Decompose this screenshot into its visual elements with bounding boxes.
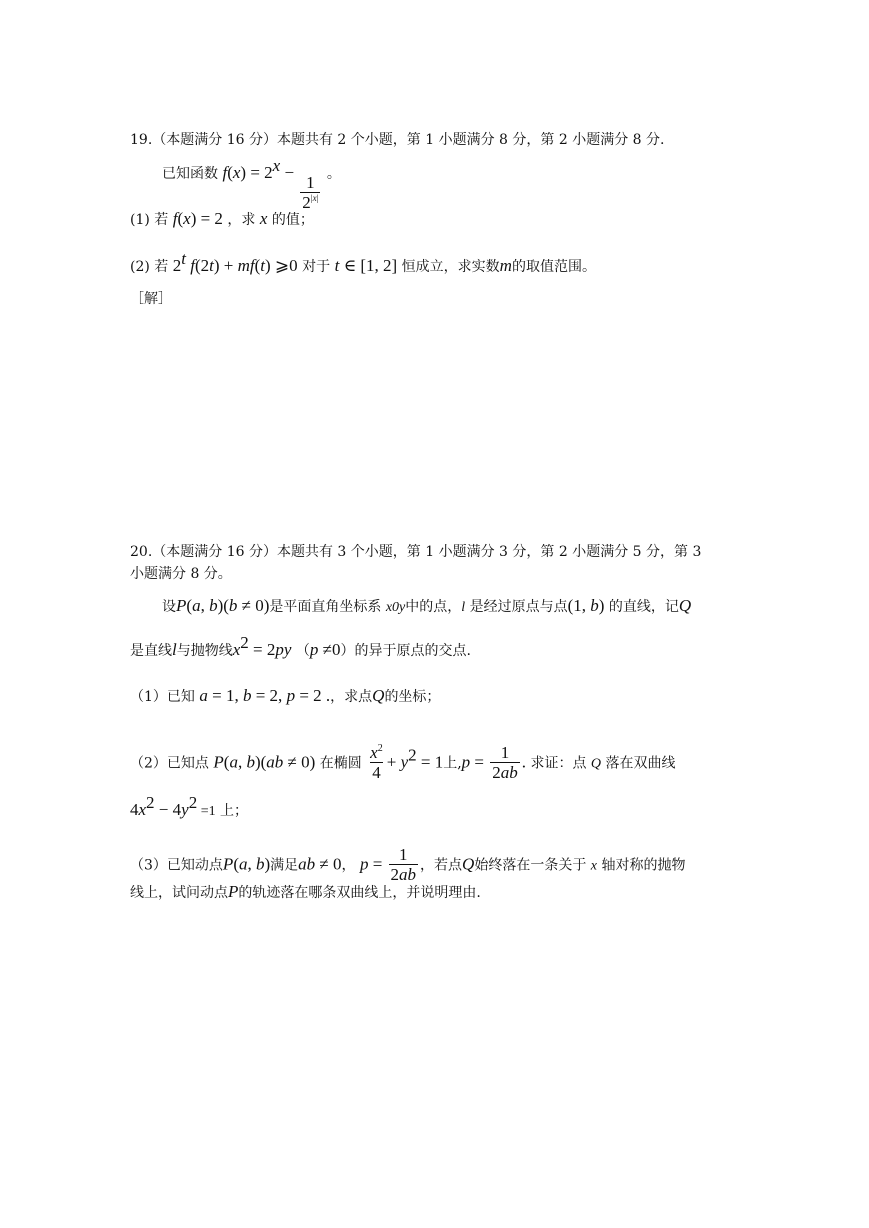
q20-intro2-d: ）的异于原点的交点. bbox=[340, 643, 471, 659]
q20-intro: 设P(a, b)(b ≠ 0)是平面直角坐标系 x0y中的点，l 是经过原点与点(1, b) 的直线，记Q bbox=[162, 596, 692, 615]
q19-p1-end: 的值； bbox=[271, 212, 314, 228]
q20-header-line2: 小题满分 8 分。 bbox=[130, 566, 232, 582]
q20-intro2-a: 是直线 bbox=[130, 643, 172, 659]
q20-p3-e: 轴对称的抛物 bbox=[601, 857, 686, 874]
q20-p2-mid: 在椭圆 bbox=[319, 755, 362, 772]
q19-p2-mid: 对于 bbox=[302, 259, 331, 275]
q19-header: 19.（本题满分 16 分）本题共有 2 个小题，第 1 小题满分 8 分，第 2 小题满分 8 分. bbox=[130, 132, 665, 148]
q19-p1-label: (1) 若 bbox=[130, 212, 169, 228]
q20-p3-label: （3）已知动点 bbox=[130, 857, 223, 874]
q19-answer-label: ［解］ bbox=[130, 291, 172, 307]
q20-p3-b: ， bbox=[341, 857, 356, 874]
q19-p2-tail: 的取值范围。 bbox=[511, 259, 596, 275]
q20-p2-on: 上, bbox=[443, 755, 462, 772]
q20-p2-end: 求证：点 bbox=[530, 755, 587, 772]
q19-intro-end: 。 bbox=[326, 166, 341, 182]
q20-part3: （3）已知动点P(a, b)满足ab ≠ 0， p = $\frac{1}{2ab}$ ，若点Q始终落在一条关于 x 轴对称的抛物 bbox=[130, 845, 686, 884]
q20-p2-tail: 落在双曲线 bbox=[605, 755, 676, 772]
q20-part3-line2: 线上，试问动点P的轨迹落在哪条双曲线上，并说明理由. bbox=[130, 882, 481, 901]
q20-p3-fraction: $\frac{1}{2ab}$ bbox=[390, 845, 417, 884]
q20-intro-d: 是经过原点与点 bbox=[469, 599, 568, 615]
q19-intro: 已知函数 $f(x) = 2^x$ − $\frac{1}{2^{|x|}}$ 。 bbox=[162, 156, 341, 212]
q20-p-fraction: $\frac{1}{2ab}$ bbox=[492, 743, 518, 782]
q19-part2: (2) 若 2$^t$ f(2t) + mf(t) ⩾0 对于 t ∈ [1, 2] 恒成立，求实数m的取值范围。 bbox=[130, 249, 596, 275]
q20-part1: （1）已知 a = 1, b = 2, p = 2 .，求点Q的坐标； bbox=[130, 686, 441, 705]
q19-function-def: f bbox=[222, 163, 228, 182]
q20-p3-a: 满足 bbox=[270, 857, 299, 874]
q20-part2-line2: $4x^2 - 4y^2 =1$ 上； bbox=[130, 793, 249, 819]
q19-fraction: $\frac{1}{2^{|x|}}$ bbox=[302, 173, 319, 212]
q20-header: 20.（本题满分 16 分）本题共有 3 个小题，第 1 小题满分 3 分，第 2 小题满分 5 分，第 3 bbox=[130, 544, 702, 560]
q20-p1-label: （1）已知 bbox=[130, 689, 195, 705]
q19-p1-text: ，求 bbox=[227, 212, 256, 228]
q19-intro-text: 已知函数 bbox=[162, 166, 218, 182]
q20-p3-d: 始终落在一条关于 bbox=[474, 857, 587, 874]
q19-p2-label: (2) 若 bbox=[130, 259, 169, 275]
q20-intro2-b: 与抛物线 bbox=[176, 643, 233, 659]
q20-p1-end: ，求点 bbox=[330, 689, 373, 705]
q20-intro-c: 中的点， bbox=[405, 599, 462, 615]
q19-part1: (1) 若 f(x) = 2 ，求 x 的值； bbox=[130, 209, 314, 228]
q20-intro-b: 是平面直角坐标系 bbox=[269, 599, 382, 615]
q20-intro-a: 设 bbox=[162, 599, 176, 615]
q20-p2-label: （2）已知点 bbox=[130, 755, 209, 772]
q20-p2-line2-end: 上； bbox=[220, 803, 249, 819]
q20-p1-tail: 的坐标； bbox=[384, 689, 441, 705]
q20-p3-c: ，若点 bbox=[420, 857, 463, 874]
q20-intro2-c: （ bbox=[295, 643, 310, 659]
q20-p3-line2-a: 线上，试问动点 bbox=[130, 885, 228, 901]
q19-p2-end: 恒成立，求实数 bbox=[401, 259, 500, 275]
q20-p3-line2-b: 的轨迹落在哪条双曲线上，并说明理由. bbox=[238, 885, 481, 901]
q20-intro-e: 的直线，记 bbox=[608, 599, 679, 615]
q20-part2: （2）已知点 P(a, b)(ab ≠ 0) 在椭圆 $\frac{x^2}{4}$ + $y^2 = 1$上,p = $\frac{1}{2ab}$ . 求证：点 Q 落在双曲线 bbox=[130, 743, 676, 782]
q20-ellipse-fraction: $\frac{x^2}{4}$ bbox=[370, 743, 383, 782]
q20-intro-line2: 是直线l与抛物线$x^2 = 2py$ （p ≠0）的异于原点的交点. bbox=[130, 633, 471, 659]
